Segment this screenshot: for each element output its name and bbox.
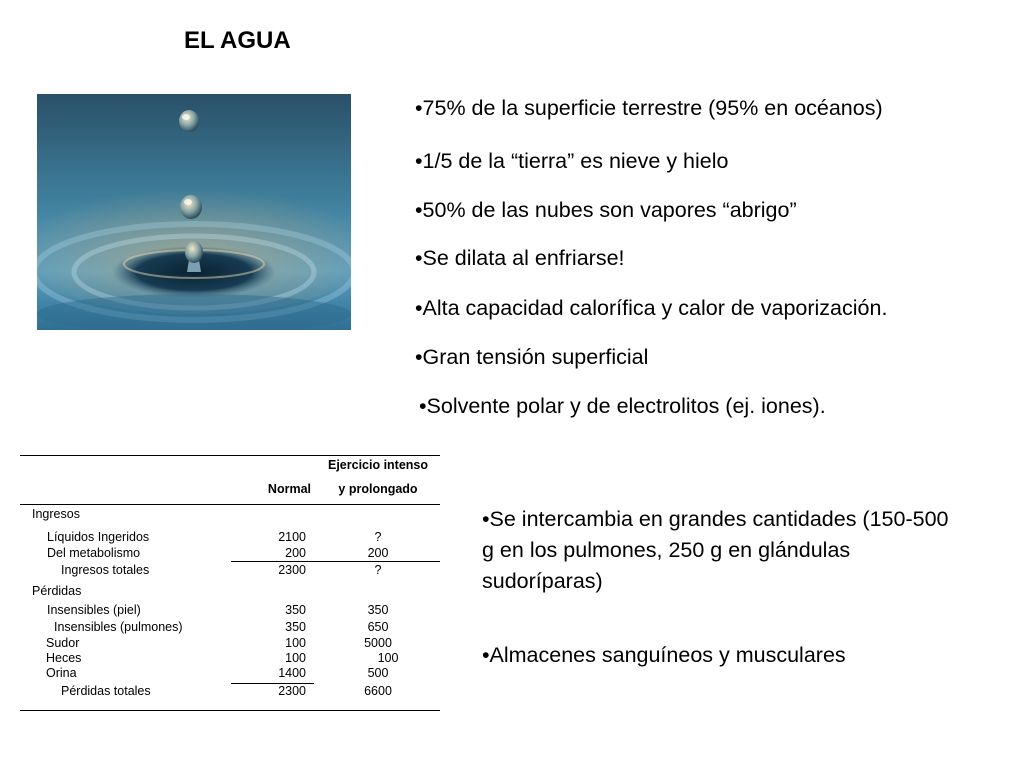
- bullet-intercambio: •Se intercambia en grandes cantidades (150-500 g en los pulmones, 250 g en glándulas sudoríparas): [482, 507, 949, 593]
- water-drop-image: [37, 94, 351, 330]
- table-header-rule: [20, 504, 440, 505]
- row-pulmones-normal: 350: [285, 620, 306, 634]
- section-ingresos: Ingresos: [32, 507, 80, 521]
- row-liquidos-label: Líquidos Ingeridos: [47, 530, 150, 544]
- row-pulmones-label: Insensibles (pulmones): [54, 620, 183, 634]
- row-orina-exercise: 500: [367, 666, 389, 680]
- row-perdidas-totales-label: Pérdidas totales: [61, 684, 151, 698]
- section-perdidas: Pérdidas: [32, 584, 82, 598]
- bullet-almacenes: •Almacenes sanguíneos y musculares: [482, 643, 846, 667]
- header-exercise-line2: y prolongado: [338, 482, 418, 496]
- row-ingresos-totales-label: Ingresos totales: [61, 563, 150, 577]
- row-perdidas-totales-normal: 2300: [278, 684, 306, 698]
- row-heces-label: Heces: [46, 651, 82, 665]
- header-normal: Normal: [267, 482, 311, 496]
- row-metabolismo-label: Del metabolismo: [47, 546, 141, 560]
- row-sudor-normal: 100: [285, 636, 306, 650]
- row-sudor-label: Sudor: [46, 636, 80, 650]
- row-ingresos-totales-normal: 2300: [278, 563, 306, 577]
- bullet-dilata: •Se dilata al enfriarse!: [415, 246, 625, 270]
- row-heces-exercise: 100: [377, 651, 399, 665]
- row-ingresos-totales-exercise: ?: [374, 563, 382, 577]
- row-metabolismo-exercise: 200: [367, 546, 389, 560]
- table-top-rule: [20, 455, 440, 456]
- bullet-solvente-polar: •Solvente polar y de electrolitos (ej. iones).: [419, 394, 826, 418]
- bullet-superficie: •75% de la superficie terrestre (95% en océanos): [415, 96, 883, 120]
- row-piel-label: Insensibles (piel): [47, 603, 141, 617]
- water-balance-table: [20, 455, 440, 711]
- row-metabolismo-normal: 200: [285, 546, 306, 560]
- row-perdidas-totales-exercise: 6600: [364, 684, 392, 698]
- table-bottom-rule: [20, 710, 440, 711]
- ingresos-subtotal-rule: [231, 561, 440, 562]
- row-orina-label: Orina: [46, 666, 77, 680]
- row-piel-exercise: 350: [367, 603, 389, 617]
- row-liquidos-exercise: ?: [374, 530, 382, 544]
- bullet-nieve-hielo: •1/5 de la “tierra” es nieve y hielo: [415, 149, 729, 173]
- row-sudor-exercise: 5000: [364, 636, 392, 650]
- header-exercise-line1: Ejercicio intenso: [327, 458, 429, 472]
- slide-title: EL AGUA: [184, 27, 291, 54]
- row-orina-normal: 1400: [278, 666, 306, 680]
- water-drop-photo: [37, 94, 351, 330]
- bullet-capacidad-calorifica: •Alta capacidad calorífica y calor de vaporización.: [415, 296, 888, 320]
- bullet-nubes: •50% de las nubes son vapores “abrigo”: [415, 198, 797, 222]
- row-liquidos-normal: 2100: [278, 530, 306, 544]
- bullet-tension-superficial: •Gran tensión superficial: [415, 345, 649, 369]
- row-pulmones-exercise: 650: [367, 620, 389, 634]
- row-heces-normal: 100: [285, 651, 306, 665]
- row-piel-normal: 350: [285, 603, 306, 617]
